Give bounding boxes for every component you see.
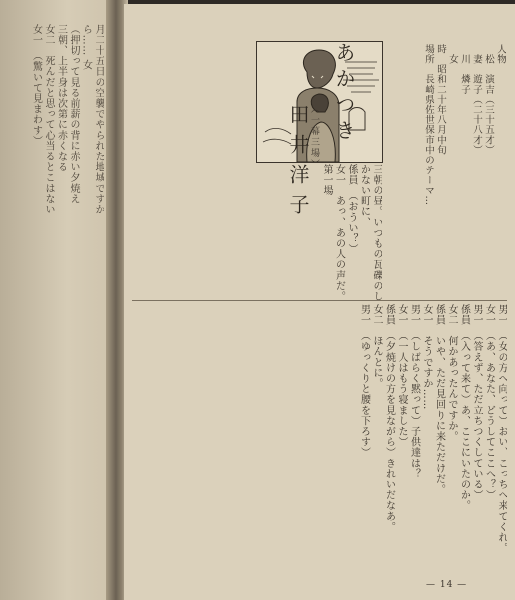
section-divider xyxy=(132,300,507,301)
body-text-top: 三朝の昼。いつもの瓦礫のしかない町に、 係員 （おうい？） 女一 あっ、あの人の声だ。 第一場 xyxy=(321,164,382,302)
play-title: あかつき xyxy=(332,42,356,146)
body-text-main: 男一 （女の方へ向って）おい、こっちへ来てくれ。 女一 （あ、あなた、どうしてここへ？） 男一 （答えず、ただ立ちつくしている） 係員 （入って来て）あ、ここにいたのか。 女二 何かあったんですか。 係員 いや、ただ見回りに来ただけだ。 女一 そうですか…… 男一 （しばらく黙って）子供達は？ 女一 （一人はもう寝ました） 係員 （夕焼けの方を見ながら）きれいだなあ。 女二 ほんとに。 男一 （ゆっくりと腰を下ろす） xyxy=(358,304,507,554)
left-page-text: 月二十五日の空襲でやられた地域ですか ら…… 女 （押切って見る前薪の背に赤い夕焼え 三朝、上半身は次第に赤くなる 女二 死んだと思って心当るとこはない 女一 （驚いて見まわす） xyxy=(30,24,104,215)
page-number: — 14 — xyxy=(426,580,468,590)
cast-list: 人物 松 演吉（三十五才） 妻 遊子（二十八才） 川 燐子 女 時 昭和二十年八月中旬 場所 長崎県佐世保市中のテーマ… xyxy=(423,44,506,206)
right-page xyxy=(124,4,515,600)
play-subtitle: （一幕三場） xyxy=(309,104,319,170)
left-page xyxy=(0,0,112,600)
author-name: 田井洋子 xyxy=(286,104,310,224)
